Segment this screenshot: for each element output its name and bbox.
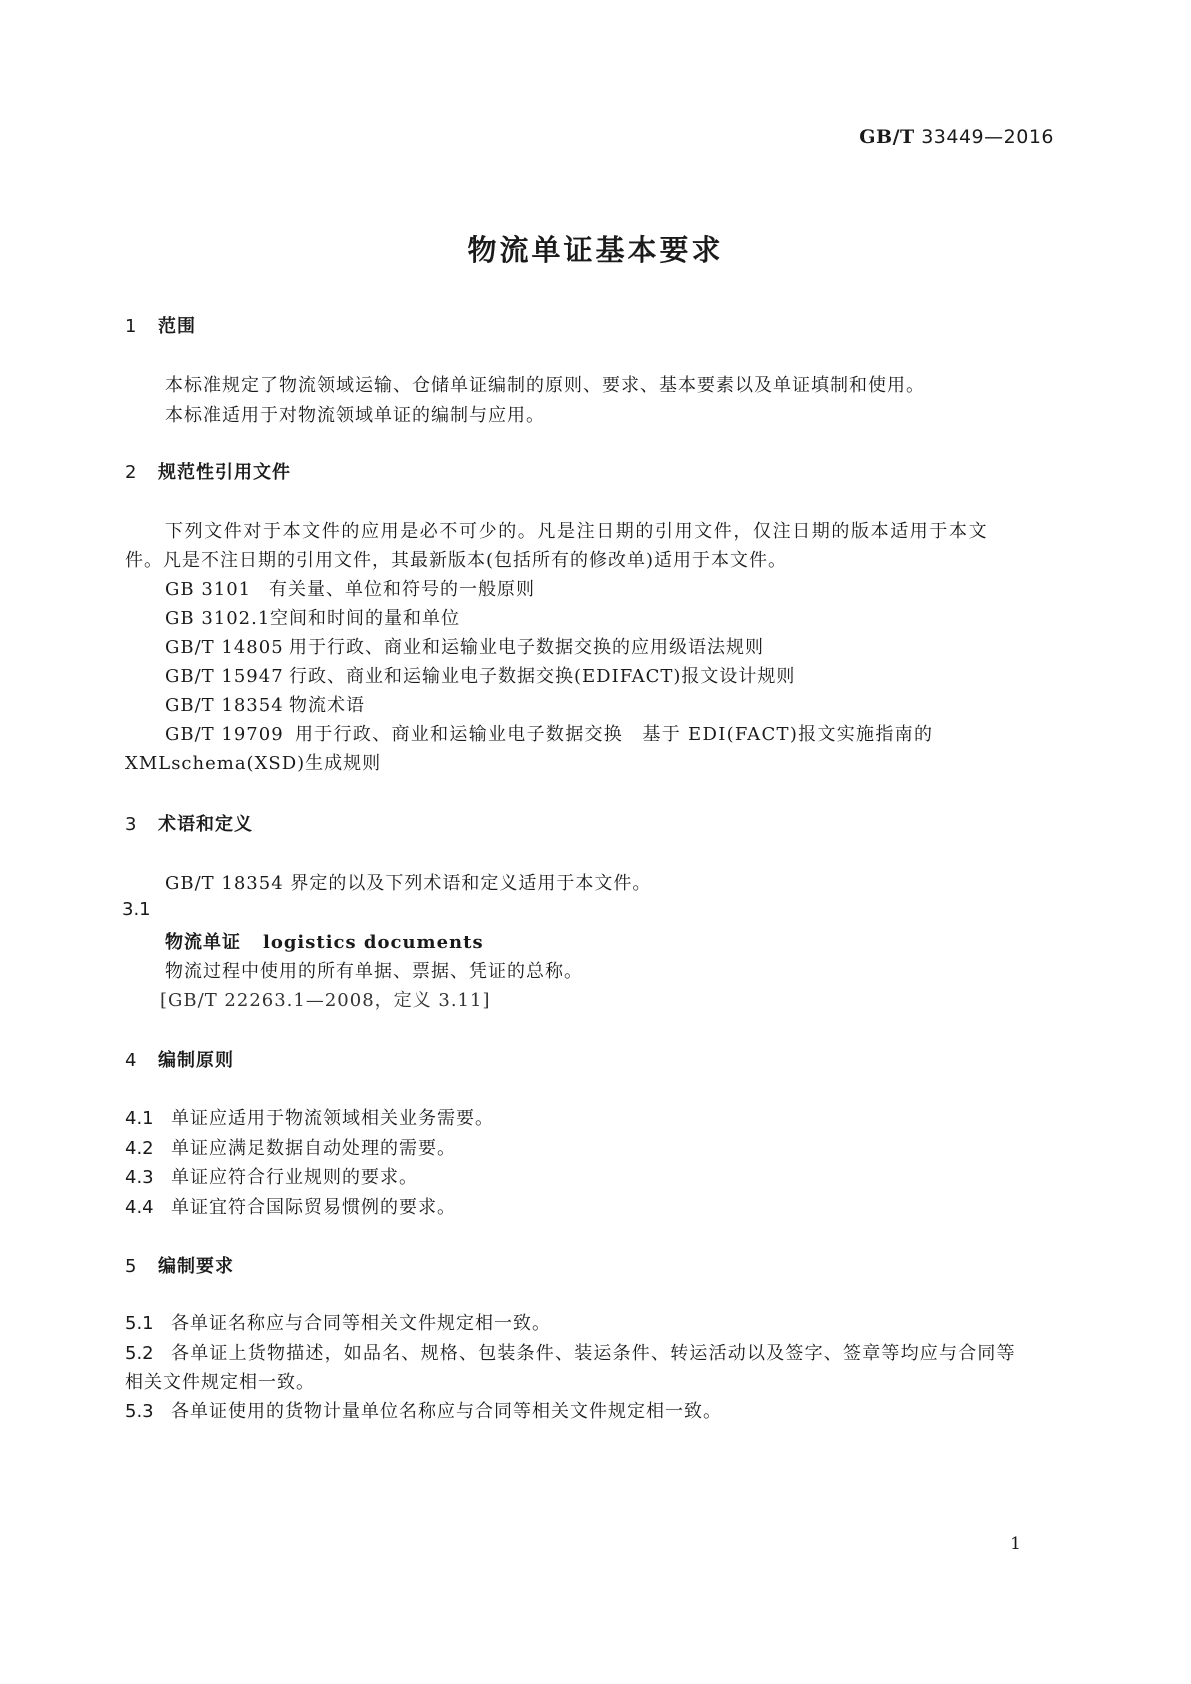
term-entry [165,928,484,954]
standard-number: 33449—2016 [921,126,1054,148]
section-1-heading: 1 范围 [125,316,196,337]
term-english: logistics documents [263,932,484,953]
reference-item: GB 3102.1空间和时间的量和单位 [165,608,460,629]
clause-item: 4.1 单证应适用于物流领域相关业务需要。 [125,1108,494,1129]
section-4-heading: 4 编制原则 [125,1050,234,1071]
reference-item: GB/T 18354 物流术语 [165,695,365,716]
section-3-intro: GB/T 18354 界定的以及下列术语和定义适用于本文件。 [165,873,652,894]
clause-item: 5.2 各单证上货物描述，如品名、规格、包装条件、装运条件、转运活动以及签字、签章等均应与合同等 [125,1343,1016,1364]
term-chinese: 物流单证 [165,932,241,953]
page-number: 1 [1010,1534,1021,1554]
reference-item: GB/T 19709 用于行政、商业和运输业电子数据交换 基于 EDI(FACT)报文实施指南的 [165,724,934,745]
reference-item: GB/T 14805 用于行政、商业和运输业电子数据交换的应用级语法规则 [165,637,764,658]
section-2-heading: 2 规范性引用文件 [125,462,291,483]
document-title: 物流单证基本要求 [467,233,724,267]
reference-item: GB 3101 有关量、单位和符号的一般原则 [165,579,535,600]
clause-item-continuation: 相关文件规定相一致。 [125,1372,315,1393]
term-source: [GB/T 22263.1—2008，定义 3.11] [160,990,491,1011]
section-1-paragraph-1: 本标准规定了物流领域运输、仓储单证编制的原则、要求、基本要素以及单证填制和使用。 [165,375,925,396]
clause-item: 4.4 单证宜符合国际贸易惯例的要求。 [125,1197,456,1218]
standard-code [859,126,1054,148]
standard-prefix: GB/T [859,126,915,148]
term-number: 3.1 [122,899,151,920]
reference-item: GB/T 15947 行政、商业和运输业电子数据交换(EDIFACT)报文设计规则 [165,666,796,687]
clause-item: 4.2 单证应满足数据自动处理的需要。 [125,1138,456,1159]
clause-item: 5.3 各单证使用的货物计量单位名称应与合同等相关文件规定相一致。 [125,1401,722,1422]
section-2-intro-line-2: 件。凡是不注日期的引用文件，其最新版本(包括所有的修改单)适用于本文件。 [125,550,788,571]
section-5-heading: 5 编制要求 [125,1256,234,1277]
section-2-intro-line-1: 下列文件对于本文件的应用是必不可少的。凡是注日期的引用文件，仅注日期的版本适用于本文 [165,521,989,542]
reference-item-continuation: XMLschema(XSD)生成规则 [125,753,382,774]
clause-item: 5.1 各单证名称应与合同等相关文件规定相一致。 [125,1313,551,1334]
section-1-paragraph-2: 本标准适用于对物流领域单证的编制与应用。 [165,405,545,426]
section-3-heading: 3 术语和定义 [125,814,253,835]
clause-item: 4.3 单证应符合行业规则的要求。 [125,1167,418,1188]
term-definition: 物流过程中使用的所有单据、票据、凭证的总称。 [165,961,583,982]
